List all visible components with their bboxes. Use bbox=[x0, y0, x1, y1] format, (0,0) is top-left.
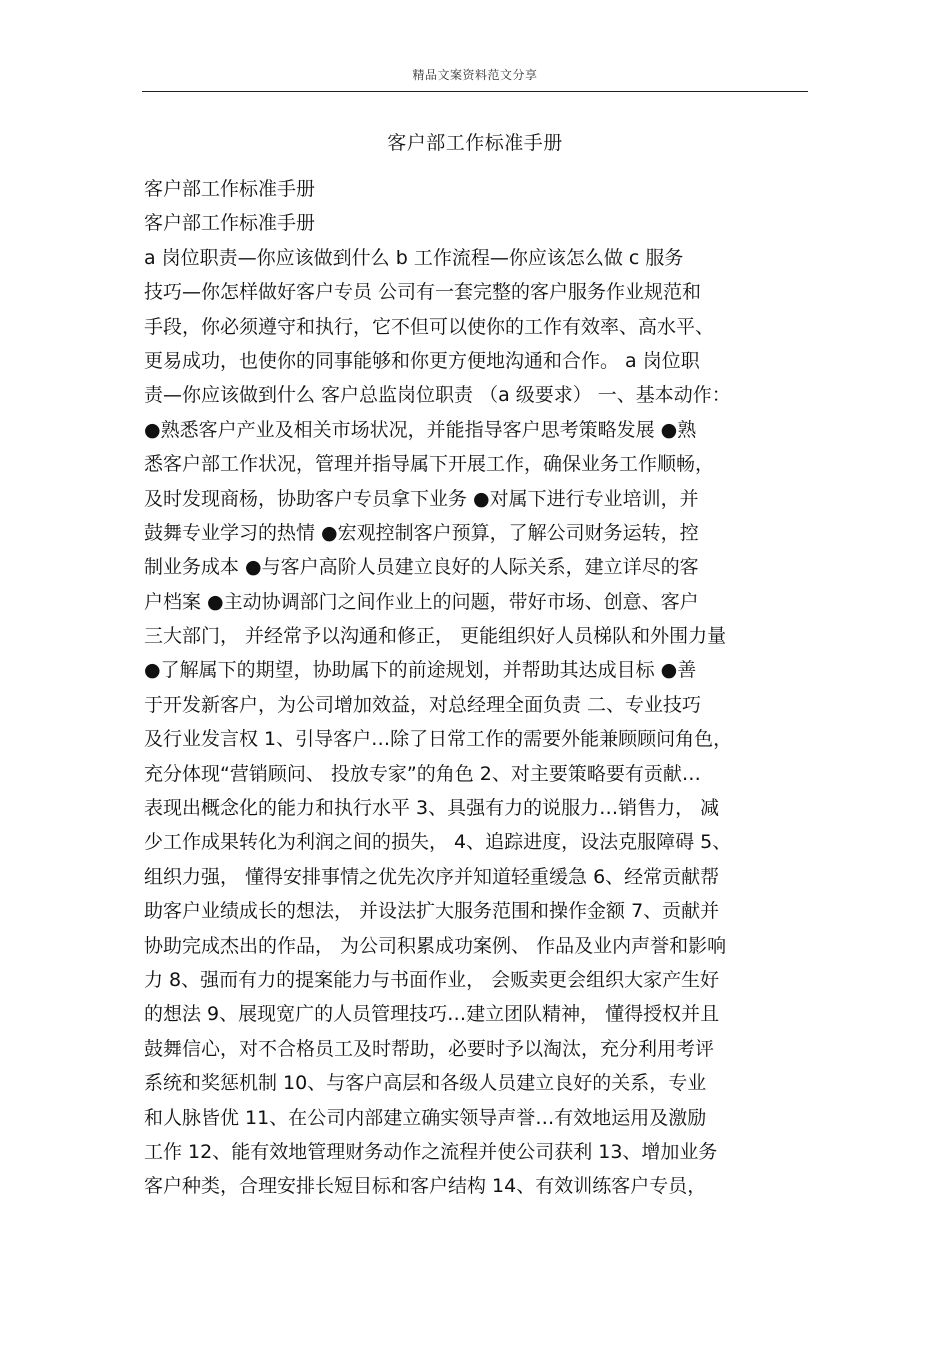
body-line: 充分体现“营销顾问、 投放专家”的角色 2、对主要策略要有贡献… bbox=[144, 762, 701, 785]
body-line: ●了解属下的期望，协助属下的前途规划，并帮助其达成目标 ●善 bbox=[144, 659, 697, 682]
body-line: 客户种类，合理安排长短目标和客户结构 14、有效训练客户专员， bbox=[144, 1175, 707, 1198]
body-line: 及行业发言权 1、引导客户…除了日常工作的需要外能兼顾顾问角色， bbox=[144, 728, 733, 751]
header-divider bbox=[142, 91, 808, 92]
body-line: 协助完成杰出的作品， 为公司积累成功案例、 作品及业内声誉和影响 bbox=[144, 934, 727, 957]
body-line: 助客户业绩成长的想法， 并设法扩大服务范围和操作金额 7、贡献并 bbox=[144, 900, 720, 923]
body-line: 责—你应该做到什么 客户总监岗位职责 （a 级要求） 一、基本动作： bbox=[144, 384, 731, 407]
document-title: 客户部工作标准手册 bbox=[387, 132, 563, 154]
body-line: 制业务成本 ●与客户高阶人员建立良好的人际关系，建立详尽的客 bbox=[144, 556, 699, 579]
body-line: 力 8、强而有力的提案能力与书面作业， 会贩卖更会组织大家产生好 bbox=[144, 968, 720, 991]
body-line: 客户部工作标准手册 bbox=[144, 212, 316, 235]
body-line: 系统和奖惩机制 10、与客户高层和各级人员建立良好的关系，专业 bbox=[144, 1072, 707, 1095]
body-line: 鼓舞专业学习的热情 ●宏观控制客户预算，了解公司财务运转，控 bbox=[144, 521, 699, 544]
body-line: a 岗位职责—你应该做到什么 b 工作流程—你应该怎么做 c 服务 bbox=[144, 246, 684, 269]
body-line: 客户部工作标准手册 bbox=[144, 178, 316, 200]
body-line: 组织力强， 懂得安排事情之优先次序并知道轻重缓急 6、经常贡献帮 bbox=[144, 865, 720, 888]
running-header: 精品文案资料范文分享 bbox=[412, 68, 538, 82]
body-line: 更易成功，也使你的同事能够和你更方便地沟通和合作。 a 岗位职 bbox=[144, 349, 700, 372]
body-line: 鼓舞信心，对不合格员工及时帮助，必要时予以淘汰，充分利用考评 bbox=[144, 1037, 715, 1060]
body-line: 表现出概念化的能力和执行水平 3、具强有力的说服力…销售力， 减 bbox=[144, 797, 720, 820]
document-body bbox=[144, 172, 808, 1204]
body-line: 及时发现商杨，协助客户专员拿下业务 ●对属下进行专业培训，并 bbox=[144, 487, 699, 510]
body-line: 户档案 ●主动协调部门之间作业上的问题，带好市场、创意、客户 bbox=[144, 590, 699, 613]
body-line: 的想法 9、展现宽广的人员管理技巧…建立团队精神， 懂得授权并且 bbox=[144, 1003, 720, 1026]
body-line: 和人脉皆优 11、在公司内部建立确实领导声誉…有效地运用及激励 bbox=[144, 1106, 707, 1129]
body-line: 手段，你必须遵守和执行，它不但可以使你的工作有效率、高水平、 bbox=[144, 315, 715, 338]
body-line: 工作 12、能有效地管理财务动作之流程并使公司获利 13、增加业务 bbox=[144, 1140, 718, 1163]
body-line: ●熟悉客户产业及相关市场状况，并能指导客户思考策略发展 ●熟 bbox=[144, 418, 697, 441]
body-line: 技巧—你怎样做好客户专员 公司有一套完整的客户服务作业规范和 bbox=[144, 281, 702, 304]
body-line: 于开发新客户，为公司增加效益，对总经理全面负责 二、专业技巧 bbox=[144, 693, 702, 716]
body-line: 三大部门， 并经常予以沟通和修正， 更能组织好人员梯队和外围力量 bbox=[144, 625, 727, 648]
body-line: 悉客户部工作状况，管理并指导属下开展工作，确保业务工作顺畅， bbox=[144, 453, 715, 476]
body-line: 少工作成果转化为利润之间的损失， 4、追踪进度，设法克服障碍 5、 bbox=[144, 831, 732, 854]
